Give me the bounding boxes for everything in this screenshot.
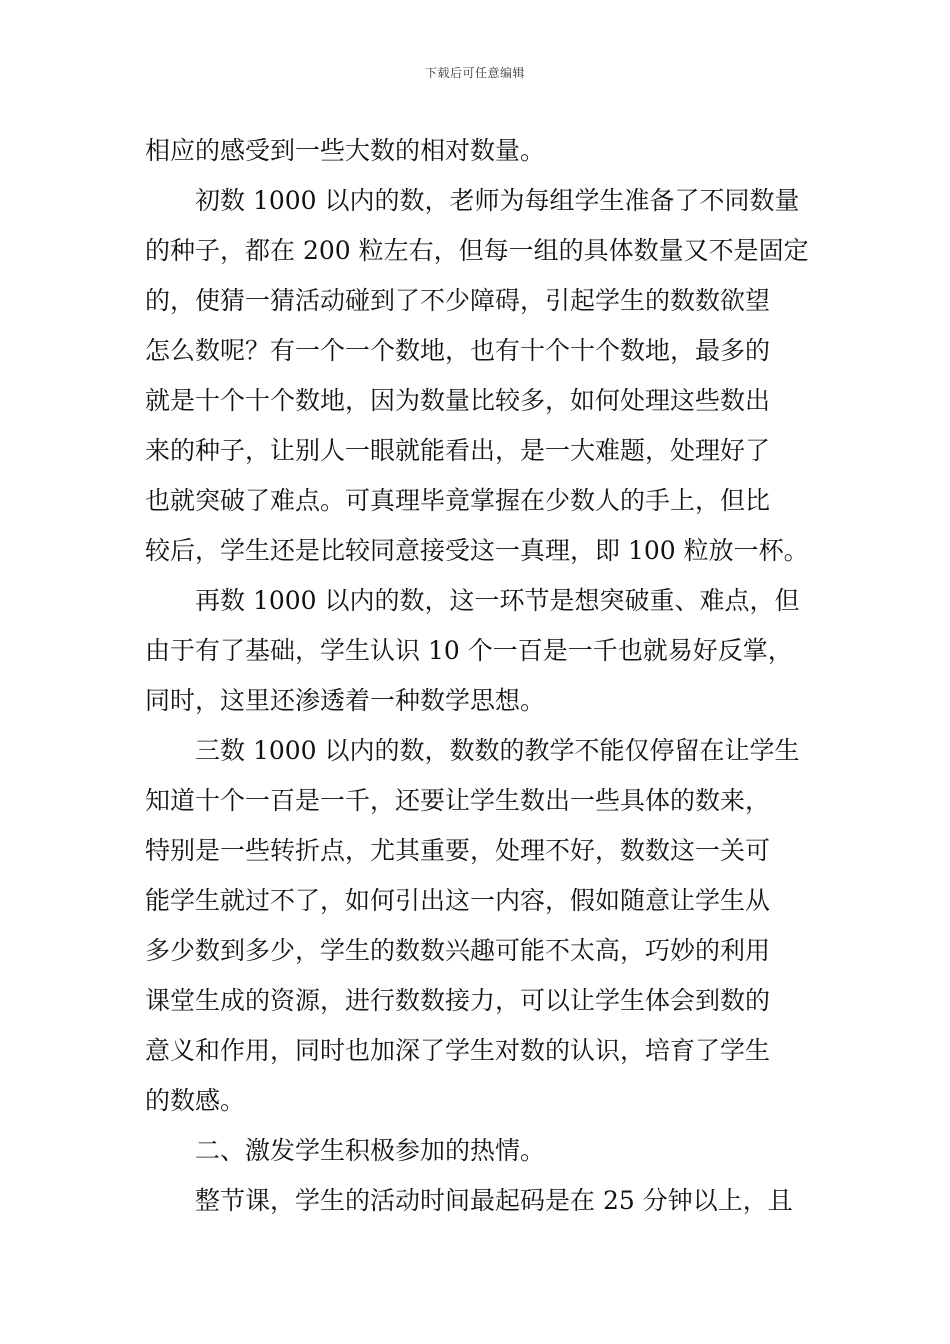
text-line: 再数 1000 以内的数，这一环节是想突破重、难点，但 xyxy=(195,586,800,615)
text-line: 就是十个十个数地，因为数量比较多，如何处理这些数出 xyxy=(145,386,771,415)
text-line: 整节课，学生的活动时间最起码是在 25 分钟以上，且 xyxy=(195,1186,793,1215)
text-line: 同时，这里还渗透着一种数学思想。 xyxy=(145,686,546,715)
text-line: 由于有了基础，学生认识 10 个一百是一千也就易好反掌， xyxy=(145,636,793,665)
page-header: 下载后可任意编辑 xyxy=(424,66,525,80)
text-line: 来的种子，让别人一眼就能看出，是一大难题，处理好了 xyxy=(145,436,771,465)
text-line: 能学生就过不了，如何引出这一内容，假如随意让学生从 xyxy=(145,886,771,915)
document-body xyxy=(145,126,815,1226)
text-line: 初数 1000 以内的数，老师为每组学生准备了不同数量 xyxy=(195,186,800,215)
text-line: 怎么数呢？有一个一个数地，也有十个十个数地，最多的 xyxy=(145,336,771,365)
text-line: 也就突破了难点。可真理毕竟掌握在少数人的手上，但比 xyxy=(145,486,771,515)
text-line: 特别是一些转折点，尤其重要，处理不好，数数这一关可 xyxy=(145,836,771,865)
text-line: 课堂生成的资源，进行数数接力，可以让学生体会到数的 xyxy=(145,986,771,1015)
text-line: 三数 1000 以内的数，数数的教学不能仅停留在让学生 xyxy=(195,736,800,765)
text-line: 的数感。 xyxy=(145,1086,246,1115)
text-line: 的，使猜一猜活动碰到了不少障碍，引起学生的数数欲望 xyxy=(145,286,771,315)
text-line: 较后，学生还是比较同意接受这一真理，即 100 粒放一杯。 xyxy=(145,536,809,565)
text-line: 知道十个一百是一千，还要让学生数出一些具体的数来， xyxy=(145,786,771,815)
text-line: 意义和作用，同时也加深了学生对数的认识，培育了学生 xyxy=(145,1036,771,1065)
section-heading: 二、激发学生积极参加的热情。 xyxy=(195,1136,546,1165)
text-line: 的种子，都在 200 粒左右，但每一组的具体数量又不是固定 xyxy=(145,236,809,265)
text-line: 相应的感受到一些大数的相对数量。 xyxy=(145,136,546,165)
text-line: 多少数到多少，学生的数数兴趣可能不太高，巧妙的利用 xyxy=(145,936,771,965)
